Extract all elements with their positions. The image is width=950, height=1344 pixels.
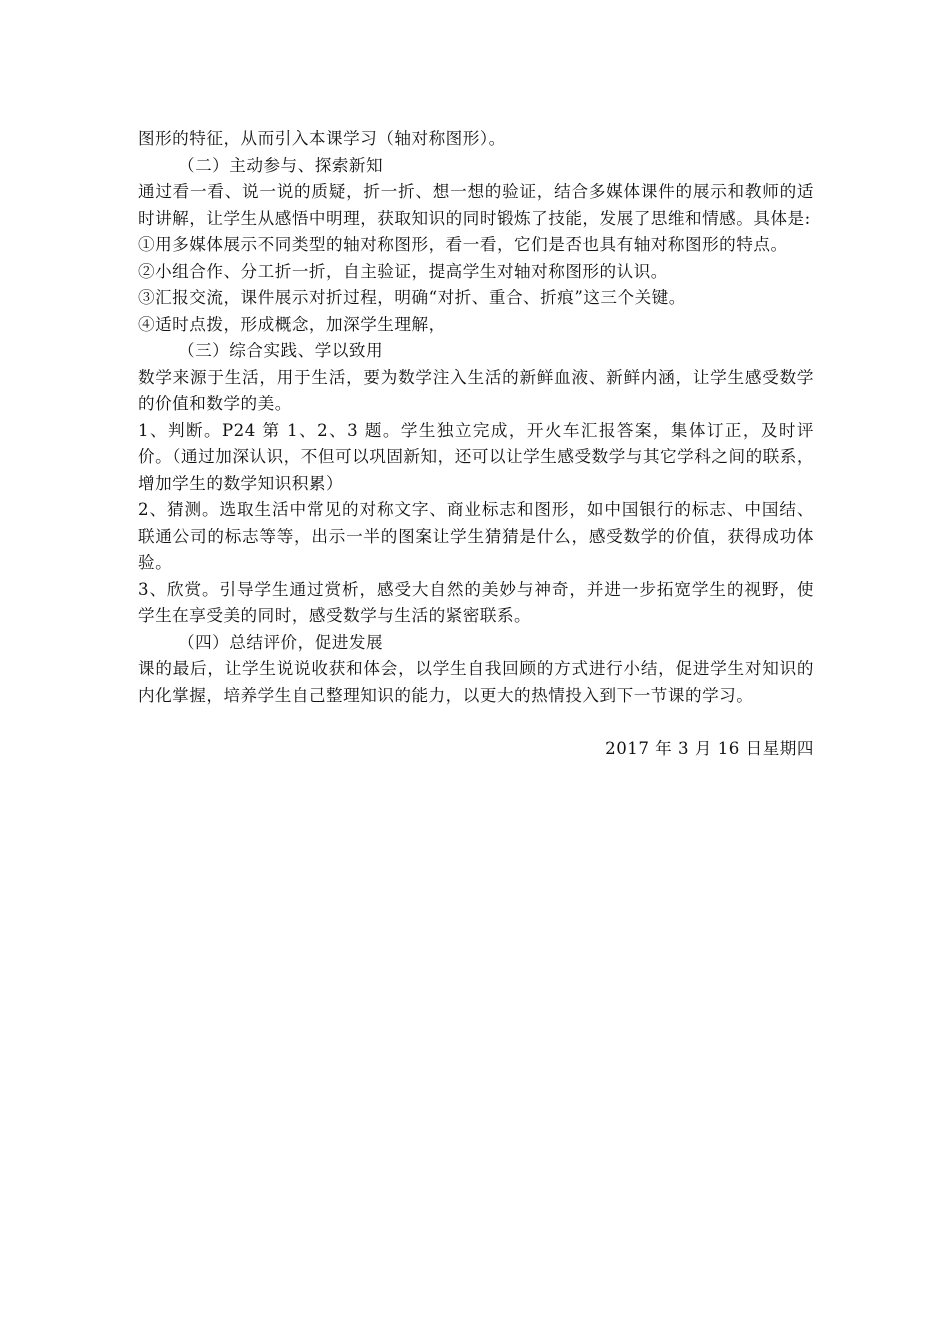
section-heading-2: （二）主动参与、探索新知 (178, 155, 384, 175)
paragraph-intro-end: 图形的特征，从而引入本课学习（轴对称图形）。 (138, 129, 506, 148)
paragraph-step-4: ④适时点拨，形成概念，加深学生理解， (138, 314, 446, 334)
section-heading-3: （三）综合实践、学以致用 (178, 341, 384, 360)
paragraph-step-1: ①用多媒体展示不同类型的轴对称图形，看一看，它们是否也具有轴对称图形的特点。 (138, 235, 788, 254)
paragraph-step-3: ③汇报交流，课件展示对折过程，明确“对折、重合、折痕”这三个关键。 (138, 288, 686, 307)
paragraph-section2-intro: 通过看一看、说一说的质疑，折一折、想一想的验证，结合多媒体课件的展示和教师的适时讲解，让学生从感悟中明理，获取知识的同时锻炼了技能，发展了思维和情感。具体是: (138, 182, 814, 228)
blank-line (138, 709, 814, 736)
paragraph-exercise-1: 1、判断。P24 第 1、2、3 题。学生独立完成，开火车汇报答案，集体订正，及时评价。（通过加深认识，不但可以巩固新知，还可以让学生感受数学与其它学科之间的联系，增加学生的数学知识积累） (138, 420, 814, 493)
paragraph-exercise-2: 2、猜测。选取生活中常见的对称文字、商业标志和图形，如中国银行的标志、中国结、联通公司的标志等等，出示一半的图案让学生猜猜是什么，感受数学的价值，获得成功体验。 (138, 500, 814, 572)
section-heading-4: （四）总结评价，促进发展 (178, 632, 384, 652)
paragraph-section3-intro: 数学来源于生活，用于生活，要为数学注入生活的新鲜血液、新鲜内涵，让学生感受数学的价值和数学的美。 (138, 367, 814, 413)
paragraph-summary: 课的最后，让学生说说收获和体会，以学生自我回顾的方式进行小结，促进学生对知识的内化掌握，培养学生自己整理知识的能力，以更大的热情投入到下一节课的学习。 (138, 659, 814, 705)
document-date: 2017 年 3 月 16 日星期四 (605, 738, 814, 758)
paragraph-exercise-3: 3、欣赏。引导学生通过赏析，感受大自然的美妙与神奇，并进一步拓宽学生的视野，使学生在享受美的同时，感受数学与生活的紧密联系。 (138, 579, 814, 625)
document-page (138, 126, 814, 762)
paragraph-step-2: ②小组合作、分工折一折，自主验证，提高学生对轴对称图形的认识。 (138, 261, 668, 281)
